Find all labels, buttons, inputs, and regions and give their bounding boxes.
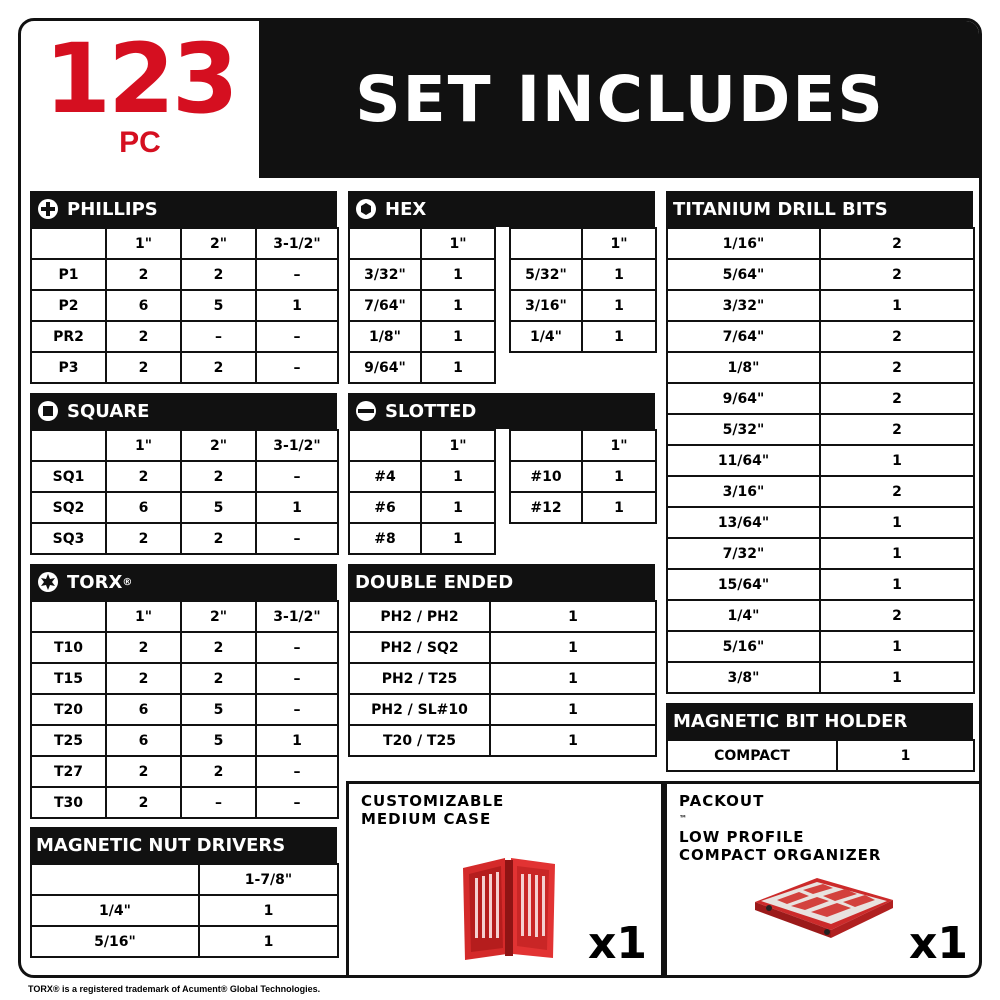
double-ended-section xyxy=(348,564,655,757)
piece-unit: PC xyxy=(119,126,161,159)
table-cell: 1 xyxy=(820,538,974,569)
case-panel xyxy=(346,781,664,978)
table-row xyxy=(510,259,656,290)
slotted-right-table xyxy=(509,429,657,524)
table-cell: 11/64" xyxy=(667,445,820,476)
table-cell: 1 xyxy=(199,895,338,926)
table-cell: 6 xyxy=(106,694,181,725)
table-cell: 6 xyxy=(106,725,181,756)
nut-drivers-header: MAGNETIC NUT DRIVERS xyxy=(30,827,337,863)
table-cell: 2 xyxy=(181,352,256,383)
table-cell: 2 xyxy=(820,321,974,352)
table-cell: SQ2 xyxy=(31,492,106,523)
slotted-title: SLOTTED xyxy=(385,400,477,422)
phillips-header xyxy=(30,191,337,227)
table-cell: 1/4" xyxy=(510,321,582,352)
table-row xyxy=(31,926,338,957)
table-cell: T20 xyxy=(31,694,106,725)
table-cell: 2 xyxy=(181,259,256,290)
table-cell: 2 xyxy=(106,321,181,352)
table-row xyxy=(667,321,974,352)
table-cell: 2 xyxy=(106,663,181,694)
table-cell: 1 xyxy=(490,725,656,756)
table-row xyxy=(349,632,656,663)
table-cell: 5/16" xyxy=(667,631,820,662)
table-cell: T10 xyxy=(31,632,106,663)
table-cell: 9/64" xyxy=(667,383,820,414)
table-cell: 2 xyxy=(820,600,974,631)
hex-right-table xyxy=(509,227,657,353)
column-header xyxy=(510,430,582,461)
table-cell: 1 xyxy=(820,445,974,476)
column-header: 1" xyxy=(106,601,181,632)
organizer-trademark: ™ xyxy=(679,814,688,823)
table-cell: 2 xyxy=(820,383,974,414)
table-cell: 15/64" xyxy=(667,569,820,600)
table-row xyxy=(349,663,656,694)
hex-header xyxy=(348,191,655,227)
table-row xyxy=(667,631,974,662)
table-cell: 5 xyxy=(181,492,256,523)
table-cell: 2 xyxy=(181,756,256,787)
table-cell: 1 xyxy=(421,352,495,383)
table-cell: – xyxy=(256,259,338,290)
piece-count-box xyxy=(21,21,259,178)
column-header: 1" xyxy=(421,430,495,461)
column-header: 3-1/2" xyxy=(256,430,338,461)
drill-bits-header: TITANIUM DRILL BITS xyxy=(666,191,973,227)
torx-icon xyxy=(37,571,59,593)
organizer-title-line2: COMPACT ORGANIZER xyxy=(679,846,882,864)
table-cell: PH2 / PH2 xyxy=(349,601,490,632)
table-cell: 1/8" xyxy=(349,321,421,352)
phillips-icon xyxy=(37,198,59,220)
column-header: 3-1/2" xyxy=(256,601,338,632)
table-cell: T25 xyxy=(31,725,106,756)
hex-left-table xyxy=(348,227,496,384)
bit-holder-table xyxy=(666,739,975,772)
medium-case-image xyxy=(457,854,561,964)
table-row xyxy=(349,492,495,523)
column-header xyxy=(31,228,106,259)
table-cell: #6 xyxy=(349,492,421,523)
table-cell: 1 xyxy=(582,492,656,523)
table-row xyxy=(31,787,338,818)
table-row xyxy=(510,492,656,523)
table-cell: 1 xyxy=(837,740,974,771)
organizer-quantity: x1 xyxy=(909,918,968,969)
table-cell: – xyxy=(256,787,338,818)
bit-holder-header: MAGNETIC BIT HOLDER xyxy=(666,703,973,739)
square-title: SQUARE xyxy=(67,400,150,422)
table-cell: 1 xyxy=(820,631,974,662)
table-row xyxy=(667,228,974,259)
table-row xyxy=(349,290,495,321)
table-header-row xyxy=(349,228,495,259)
table-cell: T30 xyxy=(31,787,106,818)
case-title-line1: CUSTOMIZABLE xyxy=(361,792,505,810)
table-cell: 2 xyxy=(181,632,256,663)
table-cell: – xyxy=(181,321,256,352)
table-cell: PR2 xyxy=(31,321,106,352)
table-cell: #10 xyxy=(510,461,582,492)
phillips-title: PHILLIPS xyxy=(67,198,158,220)
table-cell: 5 xyxy=(181,694,256,725)
table-cell: – xyxy=(256,321,338,352)
table-cell: 1 xyxy=(582,461,656,492)
table-row xyxy=(31,523,338,554)
table-header-row xyxy=(510,228,656,259)
table-row xyxy=(349,352,495,383)
table-cell: 9/64" xyxy=(349,352,421,383)
table-cell: 2 xyxy=(106,756,181,787)
table-cell: 3/32" xyxy=(667,290,820,321)
table-cell: 1 xyxy=(582,290,656,321)
table-cell: 1 xyxy=(421,321,495,352)
table-cell: 2 xyxy=(106,259,181,290)
table-row xyxy=(349,321,495,352)
table-cell: 1 xyxy=(820,569,974,600)
table-cell: 1 xyxy=(490,663,656,694)
table-cell: 1 xyxy=(820,290,974,321)
square-section xyxy=(30,393,337,555)
double-ended-header: DOUBLE ENDED xyxy=(348,564,655,600)
organizer-image xyxy=(747,872,897,942)
table-cell: 1/8" xyxy=(667,352,820,383)
table-cell: 1/4" xyxy=(667,600,820,631)
page-title: SET INCLUDES xyxy=(355,63,885,136)
phillips-table xyxy=(30,227,339,384)
table-cell: 1 xyxy=(256,725,338,756)
table-cell: SQ3 xyxy=(31,523,106,554)
bit-holder-section xyxy=(666,703,973,772)
drill-bits-section xyxy=(666,191,973,694)
table-cell: 3/16" xyxy=(510,290,582,321)
drill-bits-table xyxy=(666,227,975,694)
table-row xyxy=(667,259,974,290)
table-cell: 1 xyxy=(490,601,656,632)
table-cell: 2 xyxy=(106,352,181,383)
table-cell: 5/16" xyxy=(31,926,199,957)
table-row xyxy=(667,414,974,445)
column-header xyxy=(349,430,421,461)
table-header-row xyxy=(510,430,656,461)
column-header: 2" xyxy=(181,430,256,461)
table-cell: 3/8" xyxy=(667,662,820,693)
torx-header xyxy=(30,564,337,600)
table-cell: 1 xyxy=(256,492,338,523)
table-cell: 3/16" xyxy=(667,476,820,507)
table-cell: 1 xyxy=(256,290,338,321)
hex-title: HEX xyxy=(385,198,427,220)
table-cell: 5 xyxy=(181,725,256,756)
table-header-row xyxy=(31,601,338,632)
table-row xyxy=(349,601,656,632)
column-header: 1" xyxy=(421,228,495,259)
table-cell: 13/64" xyxy=(667,507,820,538)
hex-section xyxy=(348,191,655,387)
table-cell: 5/64" xyxy=(667,259,820,290)
nut-drivers-section xyxy=(30,827,337,958)
table-row xyxy=(349,725,656,756)
table-row xyxy=(510,290,656,321)
torx-table xyxy=(30,600,339,819)
table-cell: 2 xyxy=(820,414,974,445)
table-row xyxy=(31,492,338,523)
table-cell: T20 / T25 xyxy=(349,725,490,756)
table-cell: T27 xyxy=(31,756,106,787)
table-row xyxy=(667,569,974,600)
table-row xyxy=(667,476,974,507)
table-row xyxy=(31,694,338,725)
table-cell: 2 xyxy=(820,228,974,259)
table-cell: 1 xyxy=(421,523,495,554)
table-cell: 2 xyxy=(106,461,181,492)
table-cell: – xyxy=(256,694,338,725)
column-header: 1" xyxy=(582,228,656,259)
table-cell: 2 xyxy=(181,461,256,492)
table-row xyxy=(667,352,974,383)
table-cell: 1 xyxy=(582,259,656,290)
table-cell: – xyxy=(256,632,338,663)
table-cell: 3/32" xyxy=(349,259,421,290)
table-row xyxy=(31,352,338,383)
organizer-title-line1-rest: LOW PROFILE xyxy=(679,828,805,846)
case-title xyxy=(361,792,641,828)
column-header: 2" xyxy=(181,601,256,632)
table-row xyxy=(510,321,656,352)
table-header-row xyxy=(31,430,338,461)
column-header: 2" xyxy=(181,228,256,259)
table-cell: 1 xyxy=(199,926,338,957)
table-cell: – xyxy=(181,787,256,818)
table-row xyxy=(31,663,338,694)
table-cell: 1 xyxy=(490,632,656,663)
table-header-row xyxy=(31,864,338,895)
column-header xyxy=(31,601,106,632)
table-cell: 2 xyxy=(106,632,181,663)
table-cell: PH2 / SL#10 xyxy=(349,694,490,725)
table-row xyxy=(349,523,495,554)
phillips-section xyxy=(30,191,337,384)
table-cell: 6 xyxy=(106,290,181,321)
table-row xyxy=(31,632,338,663)
square-icon xyxy=(37,400,59,422)
table-cell: 5/32" xyxy=(510,259,582,290)
column-header xyxy=(31,864,199,895)
table-cell: 1 xyxy=(421,259,495,290)
table-cell: #4 xyxy=(349,461,421,492)
table-cell: 7/64" xyxy=(667,321,820,352)
table-cell: 5 xyxy=(181,290,256,321)
torx-section xyxy=(30,564,337,819)
table-cell: 1 xyxy=(820,662,974,693)
organizer-title-line1 xyxy=(679,792,959,846)
table-row xyxy=(667,740,974,771)
table-cell: 2 xyxy=(820,352,974,383)
table-cell: #12 xyxy=(510,492,582,523)
table-cell: 1 xyxy=(421,492,495,523)
organizer-panel xyxy=(664,781,982,978)
table-row xyxy=(31,895,338,926)
table-cell: P3 xyxy=(31,352,106,383)
table-cell: 2 xyxy=(820,476,974,507)
table-cell: 2 xyxy=(106,523,181,554)
table-row xyxy=(31,290,338,321)
table-row xyxy=(349,694,656,725)
table-row xyxy=(667,662,974,693)
table-cell: 1 xyxy=(490,694,656,725)
table-cell: 6 xyxy=(106,492,181,523)
nut-drivers-table xyxy=(30,863,339,958)
column-header xyxy=(31,430,106,461)
column-header: 3-1/2" xyxy=(256,228,338,259)
column-header xyxy=(349,228,421,259)
table-cell: 7/32" xyxy=(667,538,820,569)
table-row xyxy=(31,321,338,352)
column-header xyxy=(510,228,582,259)
table-cell: 2 xyxy=(181,523,256,554)
trademark-footnote: TORX® is a registered trademark of Acument® Global Technologies. xyxy=(28,984,321,994)
table-row xyxy=(667,600,974,631)
slotted-icon xyxy=(355,400,377,422)
table-cell: 1 xyxy=(421,290,495,321)
table-cell: PH2 / T25 xyxy=(349,663,490,694)
torx-registered-mark: ® xyxy=(122,576,133,588)
table-cell: #8 xyxy=(349,523,421,554)
table-cell: 1 xyxy=(820,507,974,538)
table-cell: 7/64" xyxy=(349,290,421,321)
table-row xyxy=(349,259,495,290)
case-quantity: x1 xyxy=(588,918,647,969)
table-header-row xyxy=(349,430,495,461)
table-cell: T15 xyxy=(31,663,106,694)
table-cell: – xyxy=(256,523,338,554)
case-title-line2: MEDIUM CASE xyxy=(361,810,492,828)
table-cell: – xyxy=(256,352,338,383)
table-cell: 1/4" xyxy=(31,895,199,926)
table-cell: P2 xyxy=(31,290,106,321)
table-row xyxy=(31,725,338,756)
slotted-section xyxy=(348,393,655,559)
column-header: 1" xyxy=(106,228,181,259)
column-header: 1" xyxy=(582,430,656,461)
table-cell: 1/16" xyxy=(667,228,820,259)
table-cell: – xyxy=(256,663,338,694)
table-cell: 5/32" xyxy=(667,414,820,445)
table-row xyxy=(510,461,656,492)
table-cell: 2 xyxy=(106,787,181,818)
table-cell: 1 xyxy=(421,461,495,492)
piece-count: 123 xyxy=(44,23,236,135)
table-row xyxy=(31,756,338,787)
table-cell: SQ1 xyxy=(31,461,106,492)
column-header: 1" xyxy=(106,430,181,461)
column-header: 1-7/8" xyxy=(199,864,338,895)
table-cell: – xyxy=(256,461,338,492)
hex-icon xyxy=(355,198,377,220)
torx-title: TORX xyxy=(67,571,123,593)
table-row xyxy=(31,259,338,290)
table-row xyxy=(667,290,974,321)
table-row xyxy=(667,445,974,476)
table-cell: 2 xyxy=(181,663,256,694)
slotted-left-table xyxy=(348,429,496,555)
table-cell: COMPACT xyxy=(667,740,837,771)
square-table xyxy=(30,429,339,555)
table-row xyxy=(31,461,338,492)
spec-card xyxy=(18,18,982,978)
table-cell: 2 xyxy=(820,259,974,290)
table-header-row xyxy=(31,228,338,259)
organizer-title xyxy=(679,792,959,864)
table-row xyxy=(349,461,495,492)
table-row xyxy=(667,383,974,414)
header-bar xyxy=(21,21,979,178)
table-cell: P1 xyxy=(31,259,106,290)
table-cell: PH2 / SQ2 xyxy=(349,632,490,663)
square-header xyxy=(30,393,337,429)
double-ended-table xyxy=(348,600,657,757)
table-row xyxy=(667,538,974,569)
slotted-header xyxy=(348,393,655,429)
table-row xyxy=(667,507,974,538)
table-cell: – xyxy=(256,756,338,787)
table-cell: 1 xyxy=(582,321,656,352)
organizer-brand: PACKOUT xyxy=(679,792,765,810)
